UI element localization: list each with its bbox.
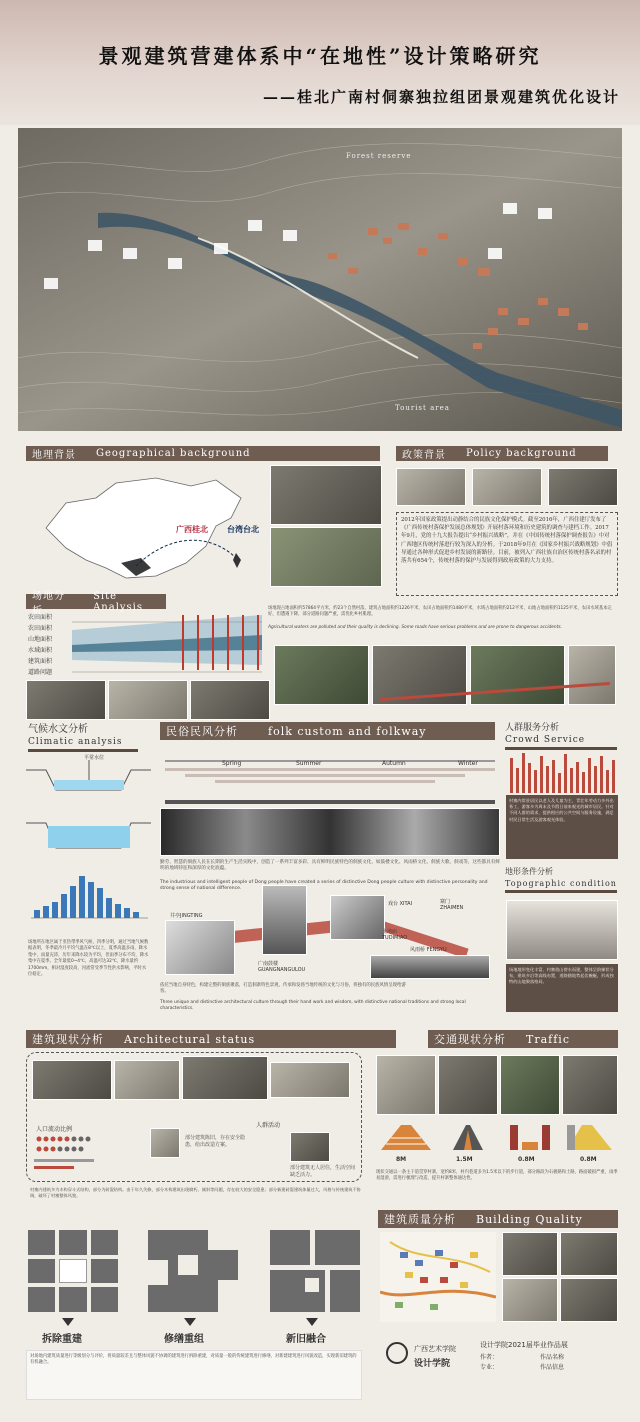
site-row-label: 建筑面积 [28, 658, 53, 665]
arch-photo-2 [114, 1060, 180, 1100]
terrain-photo [506, 900, 618, 960]
poster-title: 景观建筑营建体系中“在地性”设计策略研究 [98, 44, 542, 68]
site-row-labels [28, 612, 72, 678]
population-label: 人口流动比例 [36, 1126, 73, 1133]
water-level-label: 平常水位 [84, 755, 105, 761]
policy-text-box [396, 512, 618, 596]
site-text-en: Agricultural waters are polluted and their quality is declining. Some roads have serious problems and are prone to dangerous accidents. [268, 625, 562, 630]
folk-title-cn: 民俗民风分析 [166, 725, 238, 738]
terrain-title-block [505, 866, 617, 893]
traffic-header [428, 1030, 618, 1048]
site-title-en: Site Analysis [93, 590, 144, 613]
site-chart [72, 610, 262, 680]
traffic-photo-2 [438, 1055, 498, 1115]
traffic-photo-3 [500, 1055, 560, 1115]
renewal-block-2 [148, 1230, 238, 1312]
site-photo-7 [568, 645, 616, 705]
season-timeline [165, 760, 495, 805]
terrain-title-en: Topographic condition [505, 879, 617, 888]
down-arrow-icon [184, 1318, 196, 1326]
quality-photo-1 [502, 1232, 558, 1276]
jingting-label: 井亭JINGTING [170, 913, 203, 919]
arch-photo-4 [270, 1062, 350, 1098]
crowd-text: 村寨内常驻居民以老人及儿童为主，青壮年劳动力多外出务工，游客多为周末及节假日前来观光的城市居民。针对不同人群的需求，提供相应的公共空间与服务设施，满足村民日常生活及游客观光体验。 [509, 798, 614, 822]
quality-title-en: Building Quality [476, 1212, 583, 1226]
xitai-label: 戏台 XITAI [388, 901, 413, 907]
road-section-1-svg [376, 1120, 436, 1154]
road-width-3: 0.8M [518, 1156, 535, 1163]
traffic-photo-4 [562, 1055, 618, 1115]
school-name: 广西艺术学院 [414, 1345, 456, 1353]
poster-subtitle: ——桂北广南村侗寨独拉组团景观建筑优化设计 [262, 88, 620, 106]
renewal-block-2-svg [148, 1230, 238, 1312]
traffic-photo-1 [376, 1055, 436, 1115]
guilin-label: 广西桂北 [176, 525, 208, 534]
renewal-block-3-svg [270, 1230, 360, 1312]
crowd-chart [508, 748, 618, 793]
site-title-cn: 场地分析 [32, 590, 65, 617]
aerial-map [18, 128, 622, 431]
info-label: 作品信息 [540, 1364, 565, 1371]
site-row-label: 道路问题 [28, 669, 53, 676]
rainfall-chart-svg [26, 868, 151, 923]
major-label: 专业： [480, 1364, 499, 1371]
site-row-label: 农田面积 [28, 614, 53, 621]
quality-map [380, 1232, 496, 1322]
arch-photo-5 [150, 1128, 180, 1158]
policy-title-en: Policy background [466, 448, 577, 459]
quality-photo-4 [560, 1278, 618, 1322]
crowd-activity-label: 人群活动 [256, 1122, 281, 1129]
road-section-4-svg [562, 1120, 618, 1154]
tudimiao-label: 土地庙 TUDIMIAO [382, 929, 408, 941]
water-section-1-svg [26, 760, 151, 800]
terrain-title-cn: 地形条件分析 [505, 867, 553, 876]
arch-bottom-text: 对场地内建筑质量进行等级划分与评价，将质量较差且与整体风貌不协调的建筑进行拆除重建，对质量一般的传统建筑进行修缮，对新建建筑进行风貌改造，实现新旧建筑的有机融合。 [30, 1354, 357, 1366]
site-row-label: 山地面积 [28, 636, 53, 643]
exhibit-name: 设计学院2021届毕业作品展 [480, 1341, 568, 1349]
author-label: 作者： [480, 1354, 499, 1361]
arch-text: 村寨内建筑多为木构穿斗式结构，部分为砖混结构。由于年久失修，部分木构建筑出现腐朽、倾斜等问题，存在较大的安全隐患；部分新建砖混建筑体量过大，风格与传统建筑不协调，破坏了村寨整体风貌。 [30, 1187, 361, 1198]
arch-header [26, 1030, 396, 1048]
season-summer: Summer [296, 760, 322, 767]
quality-header [378, 1210, 618, 1228]
population-chart [34, 1134, 124, 1174]
folk-title-en: folk custom and folkway [268, 724, 427, 738]
block-label-demolish: 拆除重建 [42, 1334, 82, 1345]
folk-text-en: The industrious and intelligent people of Dong people have created a series of distinctive Dong people culture with distinctive personality and strong sense of national difference. [160, 880, 488, 892]
geo-title-cn: 地理背景 [32, 450, 76, 461]
policy-title-cn: 政策背景 [402, 450, 446, 461]
arch-title-en: Architectural status [124, 1032, 256, 1046]
quality-title-cn: 建筑质量分析 [384, 1213, 456, 1226]
season-winter: Winter [458, 760, 478, 767]
renewal-block-3 [270, 1230, 360, 1312]
down-arrow-icon [62, 1318, 74, 1326]
road-width-1: 8M [396, 1156, 407, 1163]
renewal-block-1 [28, 1230, 118, 1312]
dept-name: 设计学院 [414, 1359, 451, 1369]
arch-title-cn: 建筑现状分析 [32, 1033, 104, 1046]
quality-map-svg [380, 1232, 496, 1322]
site-photo-1 [26, 680, 106, 720]
population-chart-svg [34, 1134, 124, 1174]
satellite-photo-2 [270, 527, 382, 587]
block-label-blend: 新旧融合 [286, 1334, 326, 1345]
footer [380, 1336, 620, 1416]
climate-title-cn: 气候水文分析 [28, 724, 88, 735]
traffic-title-cn: 交通现状分析 [434, 1033, 506, 1046]
taipei-label: 台湾台北 [227, 525, 259, 534]
climate-title-block [28, 720, 138, 752]
quality-photo-3 [502, 1278, 558, 1322]
water-section-2 [26, 808, 151, 858]
down-arrow-icon [306, 1318, 318, 1326]
site-chart-svg [72, 610, 262, 680]
folk-text-cn: 勤劳、智慧的侗族人民在长期的生产生活实践中，创造了一系列丰富多彩、具有鲜明民族特色的侗族文化，如鼓楼文化、风雨桥文化、侗族大歌、侗戏等，这些都具有鲜明的地域特征和深厚的文化底蕴。 [160, 860, 500, 872]
road-width-2: 1.5M [456, 1156, 473, 1163]
policy-photo-3 [548, 468, 618, 506]
site-row-label: 农田面积 [28, 625, 53, 632]
site-header [26, 590, 166, 617]
site-photo-6 [470, 645, 565, 705]
water-section-2-svg [26, 808, 151, 858]
arch-note-2: 部分建筑无人居住，生活空间缺乏活力。 [290, 1165, 356, 1178]
arch-note-1: 部分建筑陈旧，存在安全隐患，给出改造方案。 [185, 1135, 246, 1148]
traffic-title-en: Traffic [526, 1032, 570, 1046]
folk-text2-en: Three unique and distinctive architectural culture through their hand work and wisdom, with distinctive national traditions and strong local characteristics. [160, 1000, 466, 1012]
policy-header [396, 446, 608, 461]
geo-header [26, 446, 380, 461]
gulou-sketch [262, 885, 307, 955]
crowd-title-en: Crowd Service [505, 735, 586, 745]
xitai-sketch [330, 895, 385, 940]
arch-photo-1 [32, 1060, 112, 1100]
rainfall-chart [26, 868, 151, 923]
road-width-4: 0.8M [580, 1156, 597, 1163]
fengyu-label: 风雨桥 FENGYU [410, 947, 447, 953]
arch-photo-3 [182, 1056, 268, 1100]
crowd-text-box [506, 795, 618, 859]
road-section-4 [562, 1120, 618, 1154]
policy-photo-1 [396, 468, 466, 506]
work-label: 作品名称 [540, 1354, 565, 1361]
site-text-cn: 场地现占地面积约57864平方米，约23个自然村落，建筑占地面积约1226平米，农田占地面积约1480平米，水域占地面积约212平米，山地占地面积约1125平米，农田水域基本完好，但遭遇下降，部分道路问题严重，需优化乡村肌理。 [268, 606, 612, 617]
season-autumn: Autumn [382, 760, 406, 767]
folk-text2-cn: 依托当地自身特色，构建完整的侗族聚落，打造侗寨特色景观，传承和发扬当地传统的文化与习俗，将独有的民族风情呈现给游客。 [160, 983, 406, 995]
climate-title-en: Climatic analysis [28, 737, 123, 747]
jingting-sketch [165, 920, 235, 975]
road-section-3 [500, 1120, 560, 1154]
tourist-area-label: Tourist area [395, 404, 450, 412]
aerial-map-art [18, 128, 622, 431]
policy-photo-2 [472, 468, 542, 506]
water-section-1 [26, 760, 151, 800]
gulou-label: 广南鼓楼 GUANGNANGULOU [258, 961, 306, 973]
site-photo-3 [190, 680, 270, 720]
road-section-2-svg [438, 1120, 498, 1154]
site-photo-2 [108, 680, 188, 720]
terrain-text-box [506, 964, 618, 1012]
folk-header [160, 722, 495, 740]
crowd-title-cn: 人群服务分析 [505, 723, 560, 733]
road-section-1 [376, 1120, 436, 1154]
crowd-title-block [505, 720, 617, 750]
block-label-repair: 修缮重组 [164, 1334, 204, 1345]
crowd-chart-svg [508, 748, 618, 793]
road-section-2 [438, 1120, 498, 1154]
terrain-text: 场地地形变化丰富，村寨依山傍水而建，整体呈阶梯状分布，建筑多沿等高线布置，道路随地势起伏蜿蜒，形成独特的山地聚落格局。 [509, 967, 614, 985]
arch-photo-6 [290, 1132, 330, 1162]
traffic-text: 现状交通以一条主干道贯穿村寨，宽约8米，村内巷道多为1.5米以下的步行道，部分路段为石板路和土路，路面破损严重，雨季易湿滑，需进行梳理与改造，提升村寨整体通达性。 [376, 1170, 618, 1182]
satellite-photo-1 [270, 465, 382, 525]
folk-photo-strip [160, 808, 500, 856]
quality-photo-2 [560, 1232, 618, 1276]
geo-title-en: Geographical background [96, 448, 251, 459]
zhaimen-label: 寨门 ZHAIMEN [440, 899, 464, 911]
climate-text: 场地所在地区属于亚热带季风气候，四季分明，通过当地气候数据表明，冬季最冷月平均气温在8℃以上，夏季高温多雨，降水集中，雨量充沛，历年来降水较为平均，但雨季分布不均，降水集中在夏季。全年最低0~4℃，高温可达32℃，降水量约1700mm，相对湿度较高，河流常受季节性洪水影响，平时水位稳定。 [28, 940, 149, 978]
fengyu-sketch [370, 955, 490, 979]
road-section-3-svg [500, 1120, 560, 1154]
site-photo-4 [274, 645, 369, 705]
site-row-label: 水域面积 [28, 647, 53, 654]
forest-reserve-label: Forest reserve [346, 152, 412, 160]
policy-text: 2012年国家政策提出动静结合的民族文化保护模式。截至2016年，广西住建厅发布了《广西传统村落保护发展总体规划》开展村落环境和历史建筑的调查与建档工作。2017年9月，党的十九大报告提出“乡村振兴战略”，并在《中国传统村落保护调查报告》中对广西地区传统村落进行较为深入的分析。于2018年9月在《国家乡村振兴战略规划》中倡导通过各种形式促进乡村发展的新路径。目前，被列入广西壮族自治区传统村落名录的村落共有654个，传统村落的保护与发展得到政府政策的大力支持。 [401, 517, 613, 565]
renewal-text-box [26, 1350, 362, 1400]
season-spring: Spring [222, 760, 242, 767]
school-logo [386, 1342, 408, 1364]
